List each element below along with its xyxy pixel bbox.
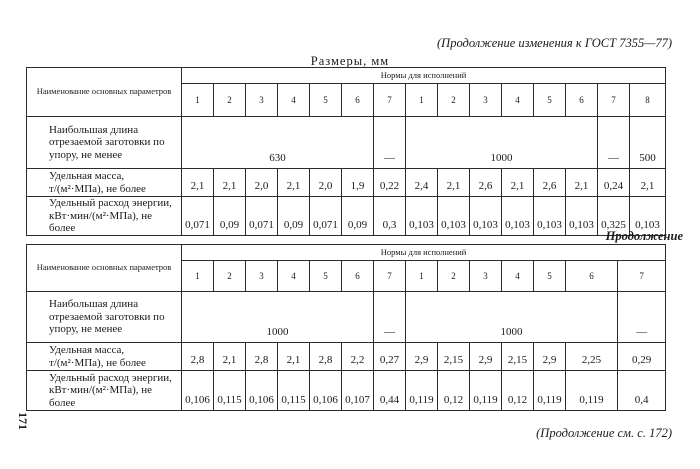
column-index: 5 bbox=[310, 84, 342, 117]
norms-table-1 bbox=[26, 67, 666, 236]
energy-value: 0,103 bbox=[630, 197, 666, 236]
energy-value: 0,107 bbox=[342, 371, 374, 411]
mass-value: 2,6 bbox=[470, 169, 502, 197]
column-index: 4 bbox=[278, 84, 310, 117]
energy-value: 0,106 bbox=[246, 371, 278, 411]
mass-value: 2,9 bbox=[406, 343, 438, 371]
energy-value: 0,071 bbox=[246, 197, 278, 236]
energy-value: 0,09 bbox=[342, 197, 374, 236]
energy-value: 0,103 bbox=[470, 197, 502, 236]
column-index: 5 bbox=[534, 261, 566, 292]
energy-value: 0,09 bbox=[278, 197, 310, 236]
mass-value: 2,1 bbox=[630, 169, 666, 197]
mass-value: 2,0 bbox=[310, 169, 342, 197]
norms-header: Нормы для исполнений bbox=[182, 245, 666, 261]
energy-value: 0,4 bbox=[618, 371, 666, 411]
length-value: — bbox=[598, 117, 630, 169]
column-index: 4 bbox=[502, 261, 534, 292]
energy-value: 0,071 bbox=[182, 197, 214, 236]
energy-value: 0,3 bbox=[374, 197, 406, 236]
mass-value: 2,1 bbox=[214, 343, 246, 371]
mass-label: Удельная масса, т/(м²·МПа), не более bbox=[27, 343, 182, 371]
mass-value: 2,15 bbox=[502, 343, 534, 371]
continuation-footer-note: (Продолжение см. с. 172) bbox=[536, 426, 672, 440]
mass-value: 2,4 bbox=[406, 169, 438, 197]
mass-value: 2,9 bbox=[470, 343, 502, 371]
norms-header: Нормы для исполнений bbox=[182, 68, 666, 84]
column-index: 3 bbox=[246, 261, 278, 292]
column-index: 3 bbox=[246, 84, 278, 117]
column-index: 4 bbox=[502, 84, 534, 117]
column-index: 2 bbox=[214, 261, 246, 292]
energy-value: 0,12 bbox=[438, 371, 470, 411]
column-index: 1 bbox=[182, 261, 214, 292]
energy-value: 0,103 bbox=[534, 197, 566, 236]
length-value: 630 bbox=[182, 117, 374, 169]
param-header: Наименование основных параметров bbox=[27, 68, 182, 117]
mass-value: 2,1 bbox=[438, 169, 470, 197]
energy-value: 0,119 bbox=[470, 371, 502, 411]
column-index: 1 bbox=[182, 84, 214, 117]
mass-value: 2,1 bbox=[566, 169, 598, 197]
column-index: 2 bbox=[438, 261, 470, 292]
energy-value: 0,44 bbox=[374, 371, 406, 411]
column-index: 6 bbox=[342, 84, 374, 117]
column-index: 6 bbox=[566, 261, 618, 292]
column-index: 5 bbox=[310, 261, 342, 292]
mass-value: 2,25 bbox=[566, 343, 618, 371]
column-index: 6 bbox=[566, 84, 598, 117]
energy-value: 0,325 bbox=[598, 197, 630, 236]
column-index: 3 bbox=[470, 261, 502, 292]
mass-value: 2,1 bbox=[278, 343, 310, 371]
mass-value: 2,1 bbox=[182, 169, 214, 197]
energy-value: 0,115 bbox=[214, 371, 246, 411]
energy-value: 0,119 bbox=[566, 371, 618, 411]
column-index: 1 bbox=[406, 261, 438, 292]
column-index: 2 bbox=[214, 84, 246, 117]
column-index: 6 bbox=[342, 261, 374, 292]
length-value: — bbox=[374, 117, 406, 169]
column-index: 7 bbox=[598, 84, 630, 117]
length-value: — bbox=[374, 292, 406, 343]
mass-value: 2,1 bbox=[214, 169, 246, 197]
mass-value: 0,24 bbox=[598, 169, 630, 197]
energy-label: Удельный расход энергии, кВт·мин/(м²·МПа), не более bbox=[27, 371, 182, 411]
mass-value: 2,1 bbox=[278, 169, 310, 197]
continuation-mid-note: Продолжение bbox=[605, 229, 683, 243]
column-index: 2 bbox=[438, 84, 470, 117]
mass-value: 2,15 bbox=[438, 343, 470, 371]
param-header: Наименование основных параметров bbox=[27, 245, 182, 292]
units-title: Размеры, мм bbox=[310, 54, 390, 68]
length-label: Наибольшая длина отрезаемой заготовки по упору, не менее bbox=[27, 117, 182, 169]
length-value: 1000 bbox=[182, 292, 374, 343]
energy-value: 0,071 bbox=[310, 197, 342, 236]
mass-value: 0,22 bbox=[374, 169, 406, 197]
energy-value: 0,119 bbox=[534, 371, 566, 411]
length-value: 1000 bbox=[406, 117, 598, 169]
column-index: 5 bbox=[534, 84, 566, 117]
mass-value: 0,29 bbox=[618, 343, 666, 371]
energy-value: 0,119 bbox=[406, 371, 438, 411]
mass-value: 2,1 bbox=[502, 169, 534, 197]
mass-value: 2,8 bbox=[182, 343, 214, 371]
mass-value: 2,6 bbox=[534, 169, 566, 197]
energy-value: 0,115 bbox=[278, 371, 310, 411]
norms-table-2 bbox=[26, 244, 666, 411]
column-index: 7 bbox=[374, 84, 406, 117]
column-index: 7 bbox=[618, 261, 666, 292]
column-index: 4 bbox=[278, 261, 310, 292]
mass-value: 2,9 bbox=[534, 343, 566, 371]
energy-label: Удельный расход энергии, кВт·мин/(м²·МПа), не более bbox=[27, 197, 182, 236]
energy-value: 0,09 bbox=[214, 197, 246, 236]
energy-value: 0,103 bbox=[406, 197, 438, 236]
energy-value: 0,106 bbox=[182, 371, 214, 411]
mass-value: 2,8 bbox=[310, 343, 342, 371]
column-index: 1 bbox=[406, 84, 438, 117]
mass-value: 2,8 bbox=[246, 343, 278, 371]
mass-label: Удельная масса, т/(м²·МПа), не более bbox=[27, 169, 182, 197]
mass-value: 2,2 bbox=[342, 343, 374, 371]
energy-value: 0,103 bbox=[566, 197, 598, 236]
column-index: 7 bbox=[374, 261, 406, 292]
energy-value: 0,106 bbox=[310, 371, 342, 411]
mass-value: 2,0 bbox=[246, 169, 278, 197]
column-index: 3 bbox=[470, 84, 502, 117]
column-index: 8 bbox=[630, 84, 666, 117]
length-value: 1000 bbox=[406, 292, 618, 343]
energy-value: 0,103 bbox=[502, 197, 534, 236]
length-label: Наибольшая длина отрезаемой заготовки по упору, не менее bbox=[27, 292, 182, 343]
energy-value: 0,103 bbox=[438, 197, 470, 236]
mass-value: 0,27 bbox=[374, 343, 406, 371]
page-number: 171 bbox=[16, 412, 30, 430]
mass-value: 1,9 bbox=[342, 169, 374, 197]
length-value: 500 bbox=[630, 117, 666, 169]
continuation-header-note: (Продолжение изменения к ГОСТ 7355—77) bbox=[437, 36, 672, 50]
energy-value: 0,12 bbox=[502, 371, 534, 411]
length-value: — bbox=[618, 292, 666, 343]
